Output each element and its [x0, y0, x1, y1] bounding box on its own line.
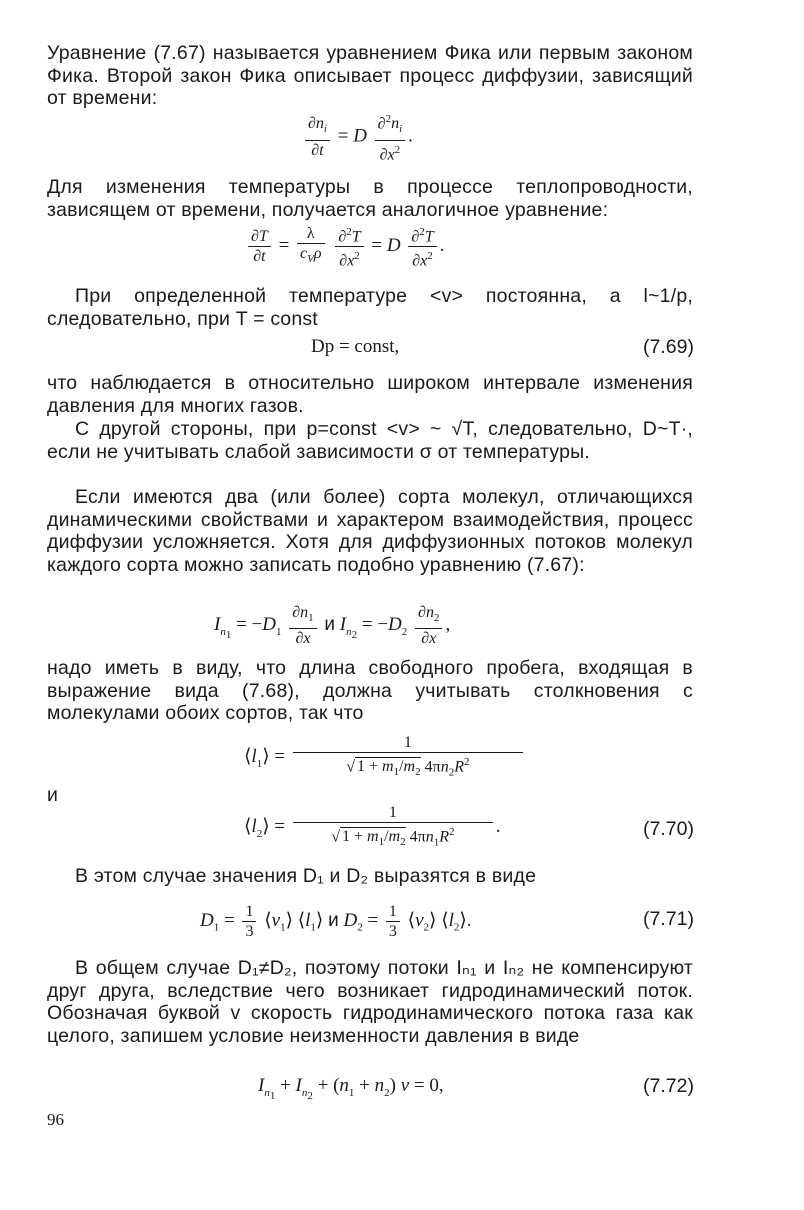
paragraph-free-path: надо иметь в виду, что длина свободного пробега, входящая в выражение вида (7.68), должна учитывать столкновения с молекулами обоих сортов, так что: [47, 657, 693, 724]
equation-l2: $⟨l_2⟩$ = $\frac{1}{√ 1 + m_1/m_2 4\pi n_1R^2}$ .: [244, 803, 501, 853]
paragraph-fick-law: Уравнение (7.67) называется уравнением Фика или первым законом Фика. Второй закон Фика описывает процесс диффузии, зависящий от времени:: [47, 42, 693, 109]
equation-heat: $\frac{\partial T}{\partial t}$ = $\frac{\lambda}{c_V\rho}$ $\frac{\partial^2T}{\partial x^2}$ = D $\frac{\partial^2T}{\partial x^2}$ .: [245, 223, 444, 271]
paragraph-temperature: При определенной температуре <v> постоянна, а l~1/p, следовательно, при T = const: [47, 285, 693, 330]
paragraph-heat-conduction: Для изменения температуры в процессе теплопроводности, зависящем от времени, получается аналогичное уравнение:: [47, 176, 693, 221]
equation-number-7-70: (7.70): [643, 818, 694, 840]
equation-fick-second-law: $\frac{\partial n_i}{\partial t}$ = D $\frac{\partial^2n_i}{\partial x^2}$ .: [302, 110, 413, 164]
equation-pressure-condition: $I_{n_1} + I_{n_2} + (n_1 + n_2) v = 0$,: [258, 1075, 444, 1102]
conjunction-and: и: [47, 784, 59, 806]
paragraph-general-case: В общем случае D₁≠D₂, поэтому потоки Iₙ₁ и Iₙ₂ не компенсируют друг друга, вследствие чего возникает гидродинамический поток. Обозначая буквой v скорость гидродинамического потока газа как целого, запишем условие неизменности давления в виде: [47, 957, 693, 1047]
equation-number-7-72: (7.72): [643, 1075, 694, 1097]
paragraph-other-side: С другой стороны, при p=const <v> ~ √T, следовательно, D~T·, если не учитывать слабой зависимости σ от температуры.: [47, 418, 693, 463]
equation-fluxes: $I_{n_1} = -D_1$ $\frac{\partial n_1}{\partial x}$ и $I_{n_2} = -D_2$ $\frac{\partial n_2}{\partial x}$ ,: [214, 604, 451, 648]
paragraph-two-sorts: Если имеются два (или более) сорта молекул, отличающихся динамическими свойствами и характером взаимодействия, процесс диффузии усложняется. Хотя для диффузионных потоков молекул каждого сорта можно записать подобно уравнению (7.67):: [47, 486, 693, 576]
equation-number-7-71: (7.71): [643, 908, 694, 930]
equation-dp: Dp = const,: [311, 336, 400, 357]
paragraph-pressure: что наблюдается в относительно широком интервале изменения давления для многих газов.: [47, 372, 693, 417]
equation-d1-d2: $D_1$ = $\frac{1}{3}$ $⟨v_1⟩$ $⟨l_1⟩$ и $D_2$ = $\frac{1}{3}$ $⟨v_2⟩$ $⟨l_2⟩$.: [200, 903, 472, 940]
paragraph-d-values: В этом случае значения D₁ и D₂ выразятся в виде: [75, 865, 537, 887]
equation-l1: $⟨l_1⟩$ = $\frac{1}{√ 1 + m_1/m_2 4\pi n_2R^2}$: [244, 733, 526, 783]
page-number: 96: [47, 1110, 64, 1129]
equation-number-7-69: (7.69): [643, 336, 694, 358]
